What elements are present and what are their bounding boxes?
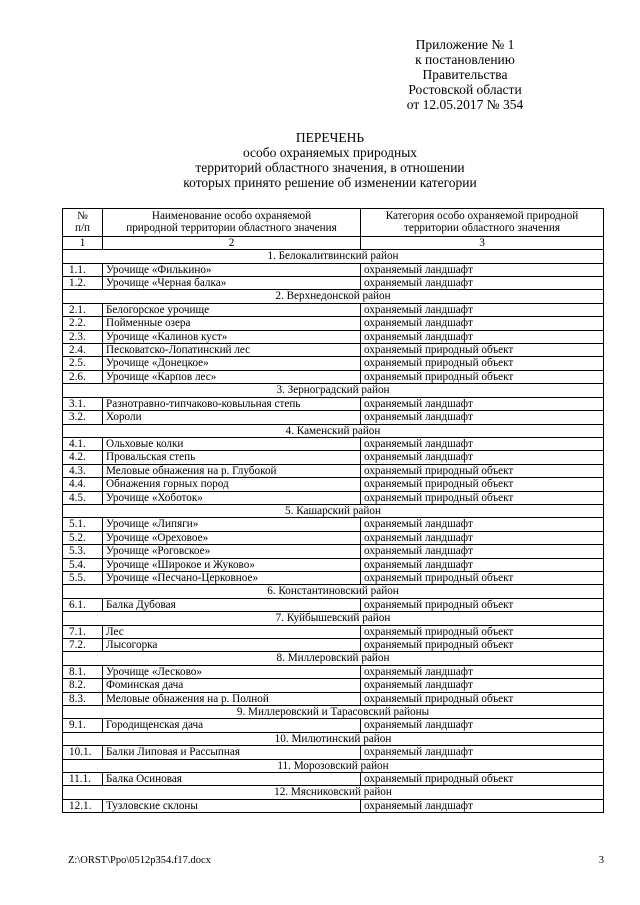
territory-name: Ольховые колки bbox=[103, 437, 361, 450]
territory-name: Песковатско-Лопатинский лес bbox=[103, 344, 361, 357]
column-number: 1 bbox=[63, 236, 103, 249]
region-name: 11. Морозовский район bbox=[63, 759, 604, 772]
territory-name: Городищенская дача bbox=[103, 719, 361, 732]
territory-category: охраняемый природный объект bbox=[361, 692, 604, 705]
table-row bbox=[63, 598, 604, 611]
territory-name: Фоминская дача bbox=[103, 679, 361, 692]
region-row bbox=[63, 652, 604, 665]
table-row bbox=[63, 746, 604, 759]
table-row bbox=[63, 531, 604, 544]
table-row bbox=[63, 719, 604, 732]
header-name-line: природной территории областного значения bbox=[126, 222, 337, 235]
territory-name: Разнотравно-типчаково-ковыльная степь bbox=[103, 397, 361, 410]
appendix-line: к постановлению bbox=[415, 52, 515, 67]
header-number bbox=[63, 209, 103, 237]
territory-name: Урочище «Калинов куст» bbox=[103, 330, 361, 343]
region-name: 12. Мясниковский район bbox=[63, 786, 604, 799]
header-name bbox=[103, 209, 361, 237]
header-category-line: территории областного значения bbox=[403, 222, 561, 235]
territory-name: Лес bbox=[103, 625, 361, 638]
table-row bbox=[63, 625, 604, 638]
region-name: 5. Кашарский район bbox=[63, 504, 604, 517]
territory-category: охраняемый ландшафт bbox=[361, 746, 604, 759]
territory-category: охраняемый ландшафт bbox=[361, 799, 604, 812]
territory-name: Балка Дубовая bbox=[103, 598, 361, 611]
territory-category: охраняемый ландшафт bbox=[361, 437, 604, 450]
region-name: 7. Куйбышевский район bbox=[63, 612, 604, 625]
page-number: 3 bbox=[598, 855, 604, 866]
row-number: 4.1. bbox=[63, 437, 103, 450]
row-number: 5.4. bbox=[63, 558, 103, 571]
territory-category: охраняемый ландшафт bbox=[361, 451, 604, 464]
row-number: 5.5. bbox=[63, 571, 103, 584]
header-number-line: № bbox=[77, 210, 88, 222]
document-subtitle-line: территорий областного значения, в отношении bbox=[195, 160, 465, 175]
region-name: 3. Зерноградский район bbox=[63, 384, 604, 397]
territory-category: охраняемый ландшафт bbox=[361, 531, 604, 544]
appendix-line: Приложение № 1 bbox=[415, 37, 515, 52]
territory-category: охраняемый природный объект bbox=[361, 491, 604, 504]
row-number: 9.1. bbox=[63, 719, 103, 732]
header-category-line: Категория особо охраняемой природной bbox=[385, 210, 579, 222]
territory-name: Белогорское урочище bbox=[103, 303, 361, 316]
territory-category: охраняемый ландшафт bbox=[361, 411, 604, 424]
region-row bbox=[63, 384, 604, 397]
region-name: 6. Константиновский район bbox=[63, 585, 604, 598]
document-heading bbox=[150, 130, 510, 190]
table-row bbox=[63, 330, 604, 343]
territory-name: Пойменные озера bbox=[103, 317, 361, 330]
file-path: Z:\ORST\Ppo\0512p354.f17.docx bbox=[68, 855, 211, 866]
territory-category: охраняемый ландшафт bbox=[361, 397, 604, 410]
table-row bbox=[63, 397, 604, 410]
territory-category: охраняемый ландшафт bbox=[361, 518, 604, 531]
territory-name: Урочище «Широкое и Жуково» bbox=[103, 558, 361, 571]
region-row bbox=[63, 759, 604, 772]
territory-name: Лысогорка bbox=[103, 639, 361, 652]
table-row bbox=[63, 451, 604, 464]
table-row bbox=[63, 639, 604, 652]
region-row bbox=[63, 585, 604, 598]
territory-category: охраняемый природный объект bbox=[361, 625, 604, 638]
row-number: 2.4. bbox=[63, 344, 103, 357]
territory-category: охраняемый ландшафт bbox=[361, 317, 604, 330]
row-number: 5.1. bbox=[63, 518, 103, 531]
row-number: 2.5. bbox=[63, 357, 103, 370]
table-row bbox=[63, 558, 604, 571]
territories-table bbox=[62, 208, 604, 813]
row-number: 4.2. bbox=[63, 451, 103, 464]
territory-name: Меловые обнажения на р. Полной bbox=[103, 692, 361, 705]
region-name: 4. Каменский район bbox=[63, 424, 604, 437]
territory-name: Урочище «Ореховое» bbox=[103, 531, 361, 544]
column-number-row bbox=[63, 236, 604, 249]
territory-category: охраняемый ландшафт bbox=[361, 330, 604, 343]
appendix-line: от 12.05.2017 № 354 bbox=[406, 97, 524, 112]
table-row bbox=[63, 545, 604, 558]
appendix-block bbox=[375, 37, 555, 112]
appendix-line: Ростовской области bbox=[408, 82, 522, 97]
table-row bbox=[63, 478, 604, 491]
row-number: 10.1. bbox=[63, 746, 103, 759]
row-number: 2.6. bbox=[63, 370, 103, 383]
region-row bbox=[63, 786, 604, 799]
row-number: 4.5. bbox=[63, 491, 103, 504]
territory-name: Меловые обнажения на р. Глубокой bbox=[103, 464, 361, 477]
territory-name: Урочище «Хоботок» bbox=[103, 491, 361, 504]
table-row bbox=[63, 303, 604, 316]
appendix-line: Правительства bbox=[422, 67, 508, 82]
territory-category: охраняемый ландшафт bbox=[361, 558, 604, 571]
region-name: 2. Верхнедонской район bbox=[63, 290, 604, 303]
row-number: 5.2. bbox=[63, 531, 103, 544]
region-row bbox=[63, 424, 604, 437]
table-row bbox=[63, 437, 604, 450]
table-row bbox=[63, 518, 604, 531]
table-row bbox=[63, 263, 604, 276]
document-subtitle-line: особо охраняемых природных bbox=[242, 145, 418, 160]
territories-table-container bbox=[62, 208, 603, 813]
row-number: 8.2. bbox=[63, 679, 103, 692]
territory-category: охраняемый ландшафт bbox=[361, 719, 604, 732]
table-row bbox=[63, 773, 604, 786]
header-number-line: п/п bbox=[74, 222, 91, 235]
table-row bbox=[63, 357, 604, 370]
table-row bbox=[63, 665, 604, 678]
row-number: 8.3. bbox=[63, 692, 103, 705]
row-number: 2.2. bbox=[63, 317, 103, 330]
row-number: 5.3. bbox=[63, 545, 103, 558]
table-row bbox=[63, 799, 604, 812]
region-name: 10. Милютинский район bbox=[63, 732, 604, 745]
column-number: 3 bbox=[361, 236, 604, 249]
territory-name: Провальская степь bbox=[103, 451, 361, 464]
table-row bbox=[63, 464, 604, 477]
territory-category: охраняемый природный объект bbox=[361, 773, 604, 786]
table-body bbox=[63, 209, 604, 813]
region-name: 9. Миллеровский и Тарасовский районы bbox=[63, 706, 604, 719]
territory-category: охраняемый ландшафт bbox=[361, 277, 604, 290]
territory-name: Балки Липовая и Рассыпная bbox=[103, 746, 361, 759]
row-number: 12.1. bbox=[63, 799, 103, 812]
territory-name: Урочище «Черная балка» bbox=[103, 277, 361, 290]
territory-name: Хороли bbox=[103, 411, 361, 424]
region-row bbox=[63, 706, 604, 719]
row-number: 2.3. bbox=[63, 330, 103, 343]
row-number: 3.2. bbox=[63, 411, 103, 424]
row-number: 6.1. bbox=[63, 598, 103, 611]
territory-category: охраняемый ландшафт bbox=[361, 679, 604, 692]
region-row bbox=[63, 732, 604, 745]
row-number: 2.1. bbox=[63, 303, 103, 316]
territory-category: охраняемый природный объект bbox=[361, 357, 604, 370]
row-number: 4.4. bbox=[63, 478, 103, 491]
territory-name: Тузловские склоны bbox=[103, 799, 361, 812]
region-name: 8. Миллеровский район bbox=[63, 652, 604, 665]
territory-category: охраняемый природный объект bbox=[361, 464, 604, 477]
row-number: 1.1. bbox=[63, 263, 103, 276]
territory-name: Урочище «Карпов лес» bbox=[103, 370, 361, 383]
territory-category: охраняемый природный объект bbox=[361, 370, 604, 383]
table-row bbox=[63, 491, 604, 504]
header-name-line: Наименование особо охраняемой bbox=[151, 210, 312, 222]
header-category bbox=[361, 209, 604, 237]
table-row bbox=[63, 692, 604, 705]
territory-name: Урочище «Роговское» bbox=[103, 545, 361, 558]
table-header-row bbox=[63, 209, 604, 237]
territory-name: Балка Осиновая bbox=[103, 773, 361, 786]
territory-category: охраняемый природный объект bbox=[361, 344, 604, 357]
territory-category: охраняемый природный объект bbox=[361, 639, 604, 652]
region-row bbox=[63, 290, 604, 303]
territory-name: Урочище «Песчано-Церковное» bbox=[103, 571, 361, 584]
table-row bbox=[63, 344, 604, 357]
region-row bbox=[63, 504, 604, 517]
territory-category: охраняемый ландшафт bbox=[361, 545, 604, 558]
row-number: 7.1. bbox=[63, 625, 103, 638]
territory-category: охраняемый природный объект bbox=[361, 478, 604, 491]
territory-category: охраняемый природный объект bbox=[361, 598, 604, 611]
row-number: 8.1. bbox=[63, 665, 103, 678]
row-number: 11.1. bbox=[63, 773, 103, 786]
table-row bbox=[63, 411, 604, 424]
region-name: 1. Белокалитвинский район bbox=[63, 250, 604, 263]
row-number: 1.2. bbox=[63, 277, 103, 290]
row-number: 7.2. bbox=[63, 639, 103, 652]
column-number: 2 bbox=[103, 236, 361, 249]
region-row bbox=[63, 612, 604, 625]
table-row bbox=[63, 679, 604, 692]
document-subtitle-line: которых принято решение об изменении категории bbox=[183, 175, 477, 190]
table-row bbox=[63, 317, 604, 330]
territory-category: охраняемый природный объект bbox=[361, 571, 604, 584]
territory-name: Урочище «Филькино» bbox=[103, 263, 361, 276]
table-row bbox=[63, 277, 604, 290]
territory-name: Урочище «Донецкое» bbox=[103, 357, 361, 370]
table-row bbox=[63, 571, 604, 584]
territory-category: охраняемый ландшафт bbox=[361, 263, 604, 276]
territory-name: Урочище «Лесково» bbox=[103, 665, 361, 678]
territory-name: Обнажения горных пород bbox=[103, 478, 361, 491]
region-row bbox=[63, 250, 604, 263]
territory-category: охраняемый ландшафт bbox=[361, 303, 604, 316]
row-number: 3.1. bbox=[63, 397, 103, 410]
row-number: 4.3. bbox=[63, 464, 103, 477]
document-title: ПЕРЕЧЕНЬ bbox=[295, 130, 365, 145]
territory-category: охраняемый ландшафт bbox=[361, 665, 604, 678]
territory-name: Урочище «Липяги» bbox=[103, 518, 361, 531]
table-row bbox=[63, 370, 604, 383]
